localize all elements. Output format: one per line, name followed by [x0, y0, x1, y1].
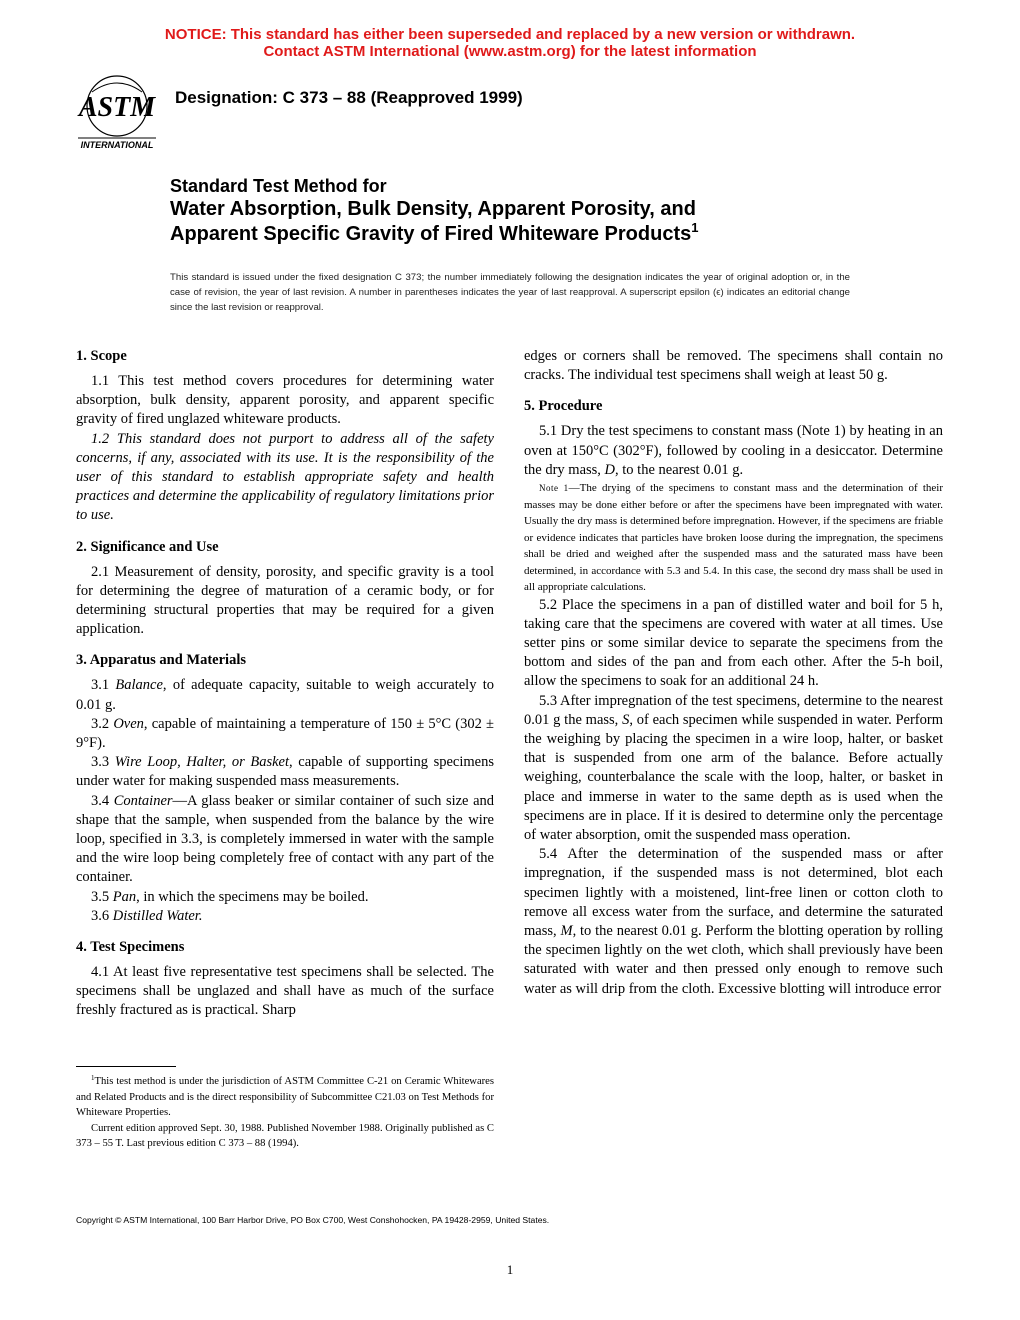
para-3-3 [76, 753, 494, 791]
para-5-3-text-a: 5.3 After impregnation of the test specimens, determine to the nearest 0.01 g the mass, [524, 692, 943, 728]
para-3-3-text: , capable of supporting specimens under water for making suspended mass measurements. [76, 754, 494, 790]
logo-text: ASTM [78, 92, 156, 123]
notice-line-2: Contact ASTM International (www.astm.org) for the latest information [263, 43, 757, 60]
right-column [524, 347, 943, 999]
para-3-4 [76, 792, 494, 888]
heading-apparatus: 3. Apparatus and Materials [76, 652, 246, 669]
note-1 [524, 480, 943, 596]
para-5-1-text-a: 5.1 Dry the test specimens to constant mass (Note 1) by heating in an oven at 150°C (302°F), followed by cooling in a desiccator. Determine the dry mass, [524, 423, 943, 478]
para-2-1: 2.1 Measurement of density, porosity, and specific gravity is a tool for determining the degree of maturation of a ceramic body, or for determining structural properties that may be required for a given application. [76, 563, 494, 638]
para-3-6-num: 3.6 [91, 907, 113, 924]
para-5-2: 5.2 Place the specimens in a pan of distilled water and boil for 5 h, taking care that the specimens are covered with water at all times. Use setter pins or some similar device to separate the specimens from the bottom and sides of the pan and from each other. After the 5-h boil, allow the specimens to soak for an additional 24 h. [524, 596, 943, 690]
heading-scope: 1. Scope [76, 348, 127, 364]
title-line-2: Water Absorption, Bulk Density, Apparent Porosity, and [170, 198, 696, 220]
astm-logo [74, 72, 160, 152]
document-title [170, 175, 870, 247]
heading-specimens: 4. Test Specimens [76, 939, 185, 956]
designation: Designation: C 373 – 88 (Reapproved 1999) [175, 88, 523, 107]
para-4-1: 4.1 At least five representative test specimens shall be selected. The specimens shall be unglazed and shall have as much of the surface freshly fractured as is practical. Sharp [76, 964, 494, 1019]
para-3-4-text: —A glass beaker or similar container of such size and shape that the sample, when suspended from the balance by the wire loop, specified in 3.3, is completely immersed in water with the sample and the wire loop being completely free of contact with any part of the container. [76, 792, 494, 886]
title-line-3-text: Apparent Specific Gravity of Fired Whiteware Products [170, 223, 692, 245]
page-number: 1 [506, 1262, 514, 1277]
title-line-3 [170, 222, 870, 247]
para-3-5-num: 3.5 [91, 888, 113, 905]
left-column [76, 347, 494, 1021]
para-3-2-text: , capable of maintaining a temperature of 150 ± 5°C (302 ± 9°F). [76, 715, 494, 752]
title-line-1: Standard Test Method for [170, 176, 387, 196]
para-3-1-term: Balance [115, 677, 163, 694]
issuance-statement: This standard is issued under the fixed designation C 373; the number immediately following the designation indicates the year of original adoption or, in the case of revision, the year of last revision. A number in parentheses indicates the year of last reapproval. A superscript epsilon (ϵ) indicates an editorial change since the last revision or reapproval. [170, 272, 850, 313]
para-3-1-text: , of adequate capacity, suitable to weigh accurately to 0.01 g. [76, 677, 494, 713]
para-5-3-text-b: , of each specimen while suspended in water. Perform the weighing by placing the specimen in a wire loop, halter, or basket that is suspended from one arm of the balance. Before actually weighing, counterbalance the scale with the loop, halter, or basket in place and immerse in water to the same depth as is used when the specimens are in place. If it is desired to determine only the percentage of water absorption, omit the suspended mass operation. [524, 711, 943, 843]
para-5-4 [524, 845, 943, 999]
para-3-2 [76, 715, 494, 753]
footnote-1-text: This test method is under the jurisdiction of ASTM Committee C-21 on Ceramic Whitewares and Related Products and is the direct responsibility of Subcommittee C21.03 on Test Methods for Whiteware Properties. [76, 1076, 494, 1118]
copyright: Copyright © ASTM International, 100 Barr Harbor Drive, PO Box C700, West Conshohocken, PA 19428-2959, United States. [76, 1215, 550, 1225]
footnote-mark: 1 [91, 1074, 95, 1082]
logo-subtext: INTERNATIONAL [80, 140, 154, 150]
para-3-2-term: Oven [113, 715, 144, 732]
footnote-1 [76, 1074, 494, 1121]
para-5-3-var: S [622, 711, 630, 728]
para-1-1: 1.1 This test method covers procedures for determining water absorption, bulk density, apparent porosity, and apparent specific gravity of fired unglazed whiteware products. [76, 373, 494, 428]
notice-line-1: NOTICE: This standard has either been superseded and replaced by a new version or withdrawn. [164, 26, 856, 43]
para-5-3 [524, 692, 943, 846]
para-3-2-num: 3.2 [91, 715, 114, 732]
heading-procedure: 5. Procedure [524, 398, 603, 415]
footnote-divider [76, 1066, 176, 1067]
note-1-text: —The drying of the specimens to constant mass and the determination of their masses may be done either before or after the specimens have been impregnated with water. Usually the dry mass is determined before impregnation. However, if the specimens are friable or evidence indicates that particles have broken loose during the impregnation, the specimens shall be dried and weighed after the suspended mass and the saturated mass have been determined, in accordance with 5.3 and 5.4. In this case, the second dry mass shall be used in all appropriate calculations. [524, 482, 943, 594]
para-5-1 [524, 422, 943, 480]
para-3-5-term: Pan [112, 888, 137, 905]
footnote-edition: Current edition approved Sept. 30, 1988. Published November 1988. Originally published as C 373 – 55 T. Last previous edition C 373 – 88 (1994). [76, 1122, 494, 1149]
para-4-1-continued: edges or corners shall be removed. The specimens shall contain no cracks. The individual test specimens shall weigh at least 50 g. [524, 348, 943, 384]
para-5-1-var: D [604, 461, 616, 478]
para-3-3-num: 3.3 [91, 754, 115, 771]
para-3-1-num: 3.1 [91, 677, 116, 694]
title-footnote-mark: 1 [691, 220, 699, 235]
para-3-5-text: , in which the specimens may be boiled. [136, 888, 369, 905]
para-3-6 [76, 907, 494, 926]
para-3-5 [76, 888, 494, 907]
para-3-1 [76, 676, 494, 714]
footnote [76, 1074, 494, 1152]
para-5-1-text-b: , to the nearest 0.01 g. [615, 461, 744, 478]
para-3-4-term: Container [113, 792, 173, 809]
para-3-6-term: Distilled Water. [112, 907, 203, 924]
para-5-4-text-a: 5.4 After the determination of the suspended mass or after impregnation, if the suspended mass is not determined, blot each specimen lightly with a moistened, lint-free linen or cotton cloth to remove all excess water from the surface, and determine the saturated mass, [524, 846, 943, 939]
note-1-label: Note 1 [539, 483, 569, 494]
para-1-2 [76, 430, 494, 526]
para-1-2-text: 1.2 This standard does not purport to address all of the safety concerns, if any, associated with its use. It is the responsibility of the user of this standard to establish appropriate safety and health practices and determine the applicability of regulatory limitations prior to use. [76, 430, 494, 524]
heading-significance: 2. Significance and Use [76, 538, 219, 555]
para-5-4-var: M [560, 922, 573, 939]
para-3-4-num: 3.4 [91, 792, 114, 809]
withdrawal-notice [0, 26, 1020, 60]
para-5-4-text-b: , to the nearest 0.01 g. Perform the blotting operation by rolling the specimen lightly on the wet cloth, which shall previously have been saturated with water and then pressed only enough to remove such water as will drip from the cloth. Excessive blotting will introduce error [524, 922, 943, 997]
para-3-3-term: Wire Loop, Halter, or Basket [114, 754, 290, 771]
